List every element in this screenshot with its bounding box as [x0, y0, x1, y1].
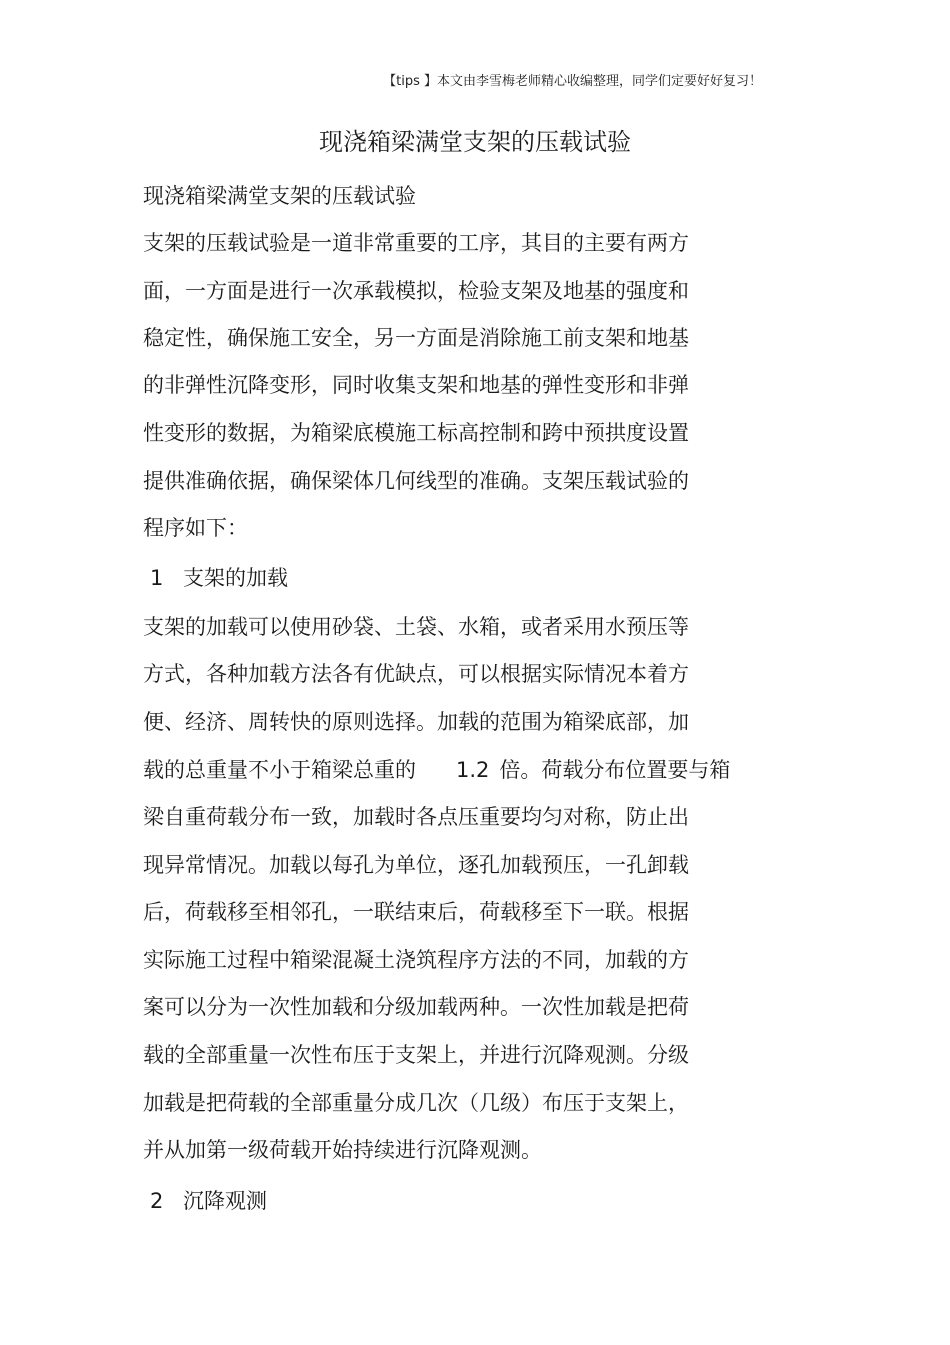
paragraph-line: 并从加第一级荷载开始持续进行沉降观测。	[143, 1138, 542, 1162]
paragraph-line: 支架的压载试验是一道非常重要的工序，其目的主要有两方	[143, 231, 689, 255]
paragraph-line: 程序如下：	[143, 516, 248, 540]
paragraph-line: 提供准确依据，确保梁体几何线型的准确。支架压载试验的	[143, 469, 689, 493]
paragraph-line: 方式，各种加载方法各有优缺点，可以根据实际情况本着方	[143, 662, 689, 686]
text-segment: 倍。荷载分布位置要与箱	[499, 758, 731, 782]
section-title: 沉降观测	[183, 1189, 267, 1213]
text-segment: 载的总重量不小于箱梁总重的	[143, 758, 416, 782]
header-tip: 【tips 】本文由李雪梅老师精心收编整理，同学们定要好好复习！	[383, 74, 762, 89]
paragraph-line: 的非弹性沉降变形，同时收集支架和地基的弹性变形和非弹	[143, 373, 689, 397]
section-number: 2	[150, 1189, 164, 1213]
paragraph-line: 载的全部重量一次性布压于支架上，并进行沉降观测。分级	[143, 1043, 689, 1067]
paragraph-line: 加载是把荷载的全部重量分成几次（几级）布压于支架上，	[143, 1091, 689, 1115]
paragraph-line: 面，一方面是进行一次承载模拟，检验支架及地基的强度和	[143, 279, 689, 303]
subtitle: 现浇箱梁满堂支架的压载试验	[143, 184, 416, 208]
paragraph-line: 梁自重荷载分布一致，加载时各点压重要均匀对称，防止出	[143, 805, 689, 829]
paragraph-line: 后，荷载移至相邻孔，一联结束后，荷载移至下一联。根据	[143, 900, 689, 924]
paragraph-line: 支架的加载可以使用砂袋、土袋、水箱，或者采用水预压等	[143, 615, 689, 639]
paragraph-line: 性变形的数据，为箱梁底模施工标高控制和跨中预拱度设置	[143, 421, 689, 445]
paragraph-line: 便、经济、周转快的原则选择。加载的范围为箱梁底部，加	[143, 710, 689, 734]
paragraph-line: 案可以分为一次性加载和分级加载两种。一次性加载是把荷	[143, 995, 689, 1019]
section-heading-loading	[150, 563, 288, 593]
paragraph-line: 实际施工过程中箱梁混凝土浇筑程序方法的不同，加载的方	[143, 948, 689, 972]
load-ratio-number: 1.2	[456, 758, 490, 782]
section-number: 1	[150, 566, 164, 590]
section-title: 支架的加载	[183, 566, 288, 590]
section-heading-settlement	[150, 1186, 267, 1216]
paragraph-line	[143, 755, 730, 785]
document-title: 现浇箱梁满堂支架的压载试验	[319, 128, 631, 156]
paragraph-line: 稳定性，确保施工安全，另一方面是消除施工前支架和地基	[143, 326, 689, 350]
paragraph-line: 现异常情况。加载以每孔为单位，逐孔加载预压，一孔卸载	[143, 853, 689, 877]
